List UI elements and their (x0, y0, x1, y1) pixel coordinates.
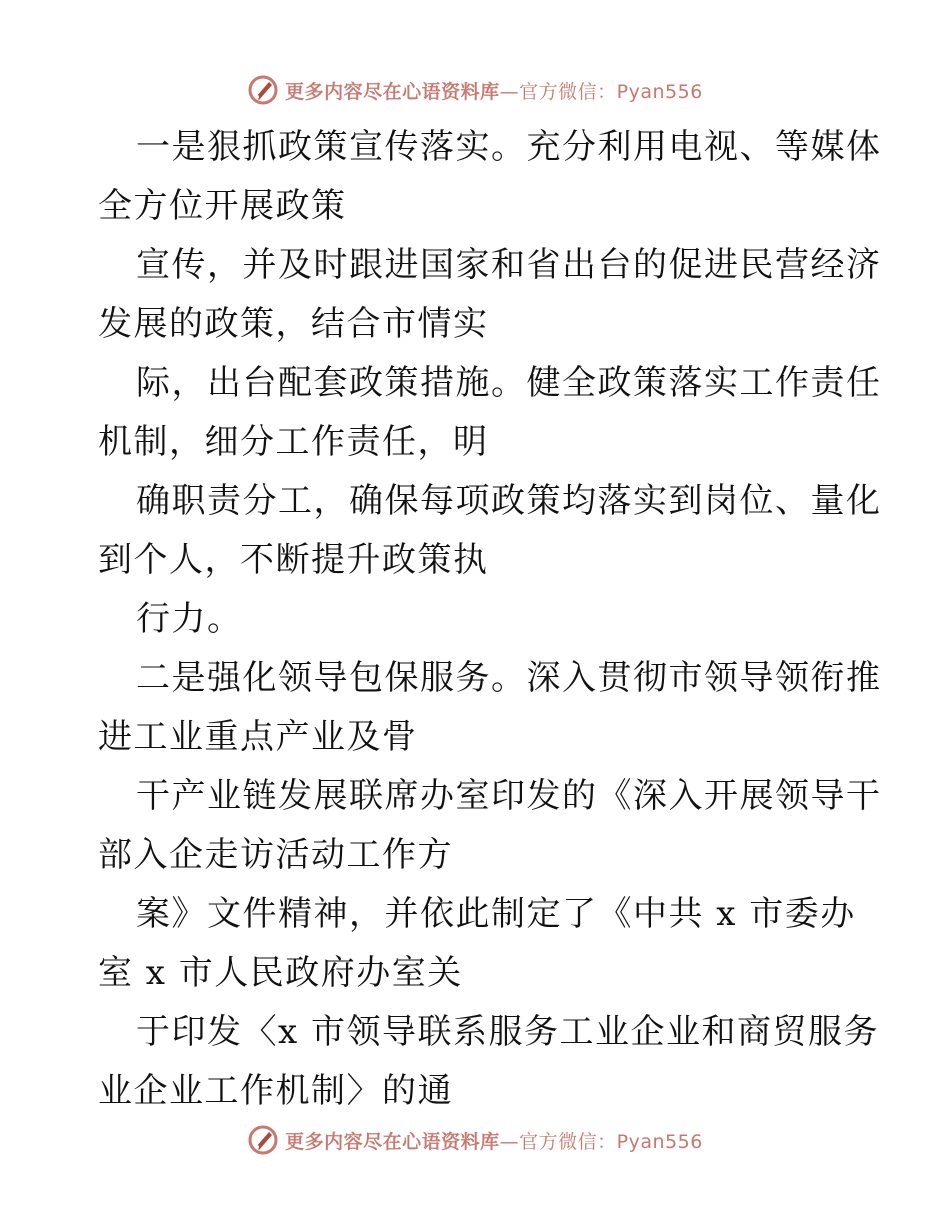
header-watermark (0, 70, 950, 110)
paragraph-line: 干产业链发展联席办室印发的《深入开展领导干 (136, 776, 882, 816)
pen-circle-logo-icon (247, 74, 279, 106)
paragraph-line: 确职责分工，确保每项政策均落实到岗位、量化 (136, 481, 882, 521)
paragraph-line: 二是强化领导包保服务。深入贯彻市领导领衔推 (136, 658, 882, 698)
watermark-wechat-text: 官方微信：Pyan556 (519, 80, 703, 103)
paragraph-line: 案》文件精神，并依此制定了《中共 x 市委办 (136, 894, 856, 934)
watermark-wechat-text: 官方微信：Pyan556 (519, 1130, 703, 1153)
watermark-text (285, 1127, 703, 1154)
paragraph-line: 业企业工作机制〉的通 (98, 1071, 453, 1111)
watermark-site-text: 更多内容尽在心语资料库 (285, 80, 500, 103)
paragraph-line: 于印发〈x 市领导联系服务工业企业和商贸服务 (136, 1012, 879, 1052)
paragraph-line: 机制，细分工作责任，明 (98, 422, 489, 462)
document-body (98, 118, 882, 1121)
paragraph-line: 一是狠抓政策宣传落实。充分利用电视、等媒体 (136, 127, 882, 167)
paragraph-line: 际，出台配套政策措施。健全政策落实工作责任 (136, 363, 882, 403)
watermark-site-text: 更多内容尽在心语资料库 (285, 1130, 500, 1153)
paragraph-line: 全方位开展政策 (98, 186, 347, 226)
paragraph-line: 发展的政策，结合市情实 (98, 304, 489, 344)
watermark-dash: — (499, 80, 520, 103)
paragraph-line: 进工业重点产业及骨 (98, 717, 418, 757)
footer-watermark (0, 1120, 950, 1160)
paragraph-line: 宣传，并及时跟进国家和省出台的促进民营经济 (136, 245, 882, 285)
paragraph-line: 室 x 市人民政府办室关 (98, 953, 463, 993)
paragraph-line: 到个人，不断提升政策执 (98, 540, 489, 580)
watermark-dash: — (499, 1130, 520, 1153)
paragraph-line: 行力。 (136, 599, 243, 639)
pen-circle-logo-icon (247, 1124, 279, 1156)
paragraph-line: 部入企走访活动工作方 (98, 835, 453, 875)
watermark-text (285, 77, 703, 104)
